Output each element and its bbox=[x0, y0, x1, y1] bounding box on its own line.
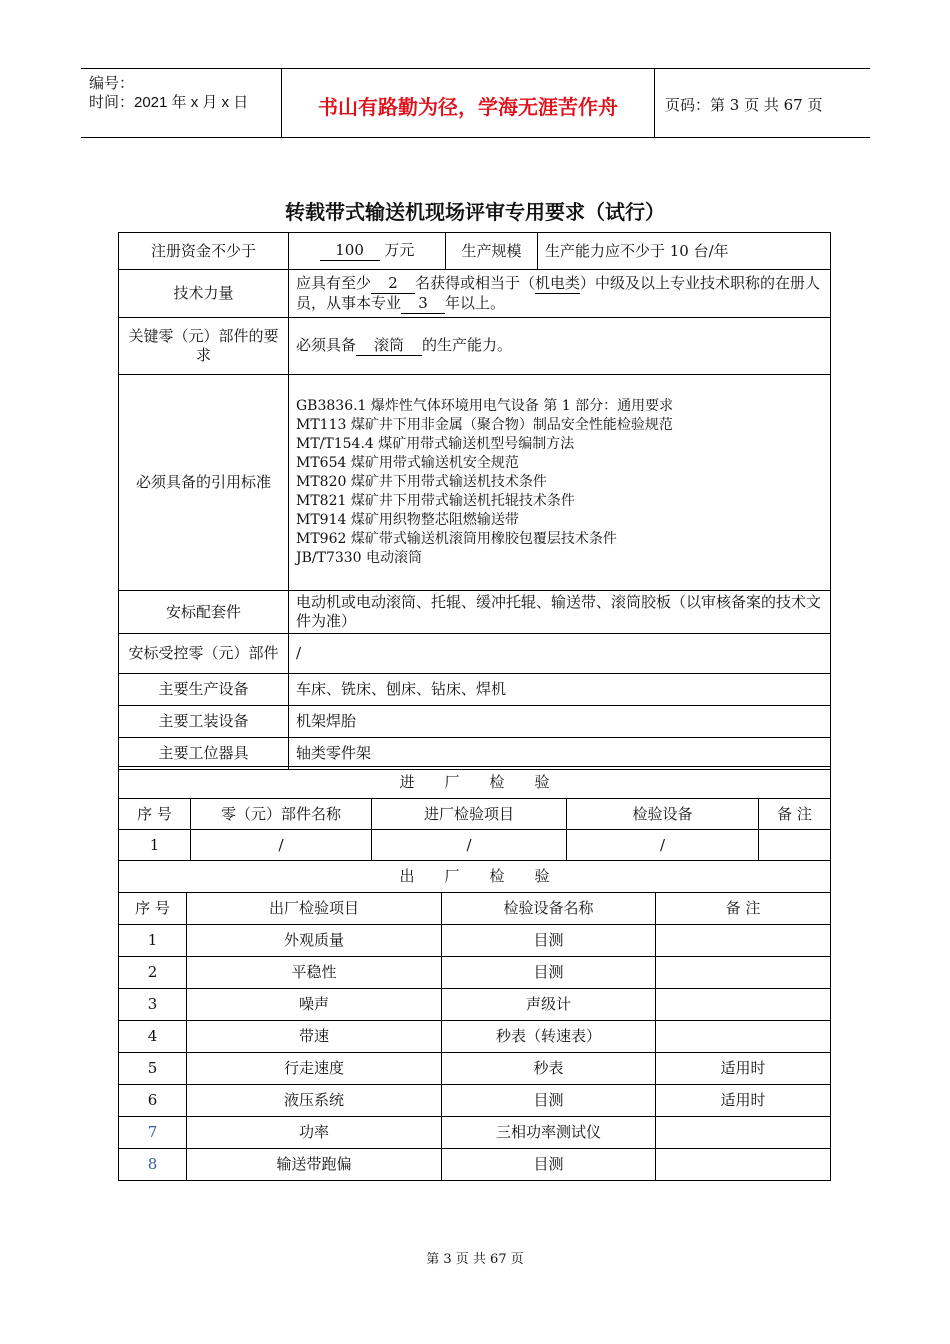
table-row bbox=[119, 674, 831, 706]
standards-list bbox=[289, 375, 831, 591]
station-value: 轴类零件架 bbox=[289, 738, 831, 770]
capital-cell bbox=[289, 233, 446, 270]
controlled-label: 安标受控零（元）部件 bbox=[119, 634, 289, 674]
standard-item: MT/T154.4 煤矿用带式输送机型号编制方法 bbox=[296, 436, 575, 452]
table-cell: 目测 bbox=[442, 925, 656, 957]
table-row bbox=[119, 767, 831, 799]
table-cell: 7 bbox=[119, 1117, 187, 1149]
tech-cell bbox=[289, 270, 831, 318]
table-row bbox=[119, 861, 831, 893]
table-cell: 5 bbox=[119, 1053, 187, 1085]
tech-text: 名获得或相当于（ bbox=[415, 273, 536, 292]
table-row bbox=[119, 270, 831, 318]
table-cell: 3 bbox=[119, 989, 187, 1021]
table-cell: 三相功率测试仪 bbox=[442, 1117, 656, 1149]
column-header: 备 注 bbox=[656, 893, 831, 925]
table-row bbox=[119, 634, 831, 674]
safety-kit-label: 安标配套件 bbox=[119, 591, 289, 634]
scale-value: 生产能力应不少于 10 台/年 bbox=[538, 233, 831, 270]
table-row bbox=[119, 1149, 831, 1181]
page-header bbox=[81, 68, 870, 138]
std-label: 必须具备的引用标准 bbox=[119, 375, 289, 591]
table-cell: 适用时 bbox=[656, 1085, 831, 1117]
column-header: 备 注 bbox=[759, 799, 831, 830]
tech-text: 应具有至少 bbox=[296, 273, 372, 292]
table-cell: 1 bbox=[119, 830, 191, 861]
incoming-inspection-table bbox=[118, 766, 831, 893]
table-row bbox=[119, 925, 831, 957]
motto: 书山有路勤为径，学海无涯苦作舟 bbox=[318, 97, 618, 119]
table-cell: 目测 bbox=[442, 1149, 656, 1181]
safety-kit-value: 电动机或电动滚筒、托辊、缓冲托辊、输送带、滚筒胶板（以审核备案的技术文件为准） bbox=[289, 591, 831, 634]
table-cell: 秒表 bbox=[442, 1053, 656, 1085]
table-cell: 8 bbox=[119, 1149, 187, 1181]
table-cell: 输送带跑偏 bbox=[187, 1149, 442, 1181]
prod-equip-label: 主要生产设备 bbox=[119, 674, 289, 706]
table-cell: 适用时 bbox=[656, 1053, 831, 1085]
header-page-cell bbox=[655, 69, 870, 137]
table-cell: / bbox=[372, 830, 567, 861]
table-row bbox=[119, 318, 831, 375]
table-row bbox=[119, 989, 831, 1021]
table-cell: 噪声 bbox=[187, 989, 442, 1021]
header-meta bbox=[81, 69, 281, 137]
table-row bbox=[119, 233, 831, 270]
prod-equip-value: 车床、铣床、刨床、钻床、焊机 bbox=[289, 674, 831, 706]
standard-item: MT113 煤矿井下用非金属（聚合物）制品安全性能检验规范 bbox=[296, 417, 673, 433]
table-row bbox=[119, 591, 831, 634]
column-header: 零（元）部件名称 bbox=[191, 799, 372, 830]
table-cell: 平稳性 bbox=[187, 957, 442, 989]
table-cell: 秒表（转速表） bbox=[442, 1021, 656, 1053]
capital-label: 注册资金不少于 bbox=[119, 233, 289, 270]
table-row bbox=[119, 706, 831, 738]
tech-major: 机电类 bbox=[535, 273, 581, 292]
scale-label: 生产规模 bbox=[446, 233, 538, 270]
column-header: 检验设备 bbox=[567, 799, 759, 830]
column-header: 出厂检验项目 bbox=[187, 893, 442, 925]
table-cell: 声级计 bbox=[442, 989, 656, 1021]
standard-item: MT821 煤矿井下用带式输送机托辊技术条件 bbox=[296, 493, 575, 509]
standard-item: MT654 煤矿用带式输送机安全规范 bbox=[296, 455, 519, 471]
table-row bbox=[119, 1085, 831, 1117]
table-cell: 液压系统 bbox=[187, 1085, 442, 1117]
outgoing-inspection-table bbox=[118, 892, 831, 1181]
table-row bbox=[119, 1021, 831, 1053]
table-cell: / bbox=[191, 830, 372, 861]
table-cell: 目测 bbox=[442, 957, 656, 989]
incoming-section-title: 进 厂 检 验 bbox=[119, 767, 831, 799]
key-label: 关键零（元）部件的要求 bbox=[119, 318, 289, 375]
capital-value: 100 bbox=[320, 241, 380, 261]
standard-item: MT820 煤矿井下用带式输送机技术条件 bbox=[296, 474, 547, 490]
table-cell: 4 bbox=[119, 1021, 187, 1053]
table-cell bbox=[656, 1149, 831, 1181]
table-cell: / bbox=[567, 830, 759, 861]
standard-item: MT962 煤矿带式输送机滚筒用橡胶包覆层技术条件 bbox=[296, 531, 617, 547]
standard-item: JB/T7330 电动滚筒 bbox=[296, 550, 423, 566]
key-text: 的生产能力。 bbox=[422, 336, 513, 354]
table-row bbox=[119, 1053, 831, 1085]
tech-text: ）中级及以上专业技术职称的在册人员，从事本专业 bbox=[296, 273, 821, 312]
tooling-label: 主要工装设备 bbox=[119, 706, 289, 738]
capital-unit: 万元 bbox=[384, 241, 415, 259]
table-header-row bbox=[119, 893, 831, 925]
table-cell: 2 bbox=[119, 957, 187, 989]
key-part: 滚筒 bbox=[356, 336, 422, 356]
table-cell bbox=[656, 957, 831, 989]
table-cell: 目测 bbox=[442, 1085, 656, 1117]
key-cell bbox=[289, 318, 831, 375]
tech-text: 年以上。 bbox=[445, 293, 506, 312]
tech-label: 技术力量 bbox=[119, 270, 289, 318]
page-label: 页码：第 3 页 共 67 页 bbox=[665, 96, 823, 114]
time-label: 时间：2021 年 x 月 x 日 bbox=[89, 94, 249, 111]
number-label: 编号： bbox=[89, 75, 135, 92]
table-cell: 6 bbox=[119, 1085, 187, 1117]
table-cell bbox=[656, 1117, 831, 1149]
outgoing-section-title: 出 厂 检 验 bbox=[119, 861, 831, 893]
document-title: 转载带式输送机现场评审专用要求（试行） bbox=[285, 202, 665, 224]
station-label: 主要工位器具 bbox=[119, 738, 289, 770]
column-header: 序 号 bbox=[119, 893, 187, 925]
table-row bbox=[119, 1117, 831, 1149]
column-header: 检验设备名称 bbox=[442, 893, 656, 925]
tech-count: 2 bbox=[371, 274, 415, 294]
table-cell bbox=[656, 925, 831, 957]
table-row bbox=[119, 375, 831, 591]
table-cell: 外观质量 bbox=[187, 925, 442, 957]
table-cell: 行走速度 bbox=[187, 1053, 442, 1085]
table-cell bbox=[656, 1021, 831, 1053]
table-row bbox=[119, 957, 831, 989]
table-cell: 1 bbox=[119, 925, 187, 957]
table-cell bbox=[656, 989, 831, 1021]
table-cell: 带速 bbox=[187, 1021, 442, 1053]
table-cell bbox=[759, 830, 831, 861]
tech-years: 3 bbox=[401, 294, 445, 314]
table-row bbox=[119, 830, 831, 861]
column-header: 进厂检验项目 bbox=[372, 799, 567, 830]
column-header: 序 号 bbox=[119, 799, 191, 830]
tooling-value: 机架焊胎 bbox=[289, 706, 831, 738]
page-footer: 第 3 页 共 67 页 bbox=[426, 1252, 524, 1267]
key-text: 必须具备 bbox=[296, 336, 357, 354]
standard-item: GB3836.1 爆炸性气体环境用电气设备 第 1 部分：通用要求 bbox=[296, 398, 674, 414]
controlled-value: / bbox=[289, 634, 831, 674]
header-motto-cell bbox=[281, 69, 655, 137]
table-row bbox=[119, 738, 831, 770]
table-cell: 功率 bbox=[187, 1117, 442, 1149]
requirements-table bbox=[118, 232, 831, 770]
standard-item: MT914 煤矿用织物整芯阻燃输送带 bbox=[296, 512, 519, 528]
table-header-row bbox=[119, 799, 831, 830]
